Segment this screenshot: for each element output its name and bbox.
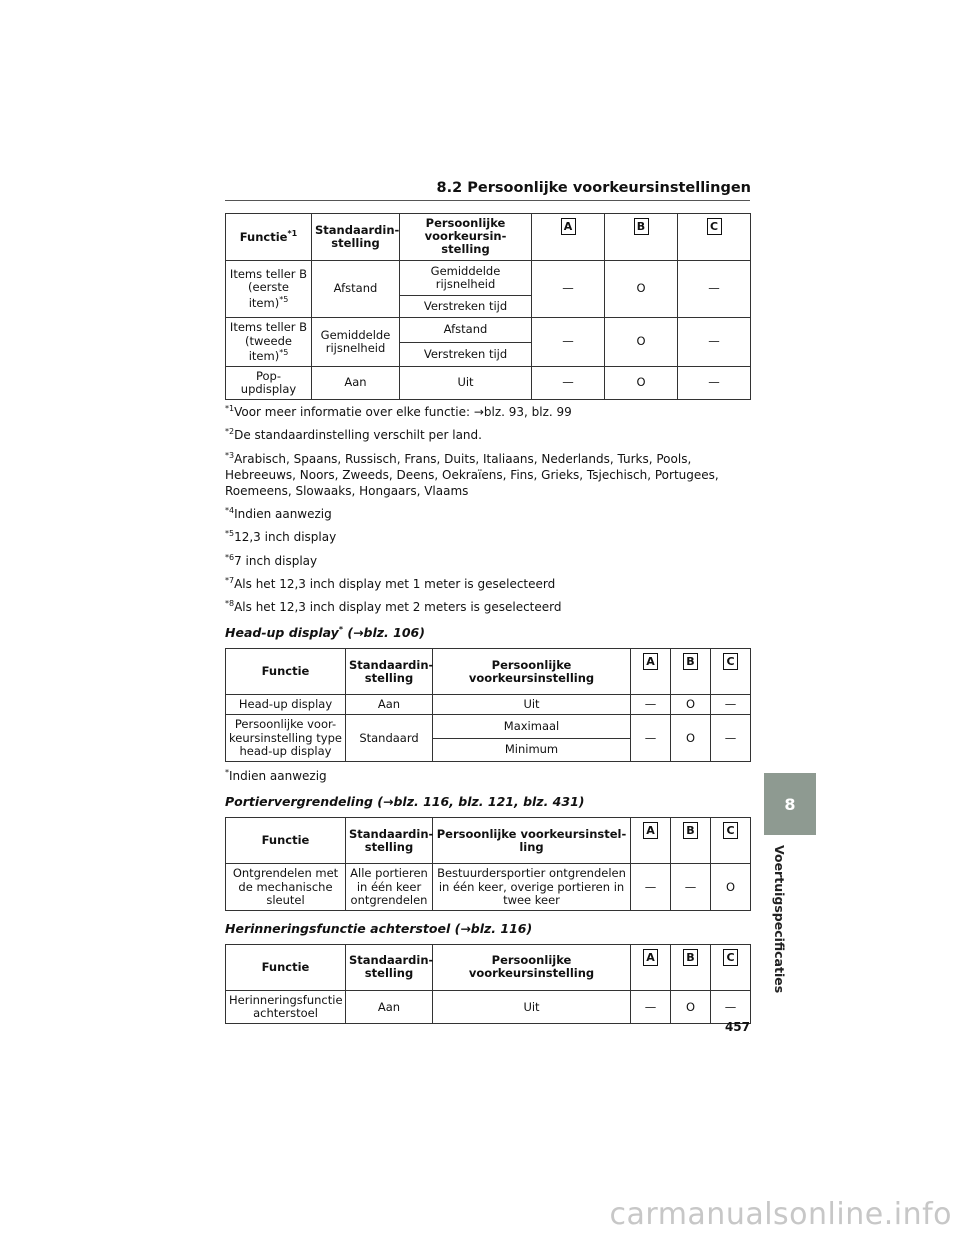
box-b-icon: B bbox=[634, 218, 649, 235]
column-header-c bbox=[711, 818, 751, 864]
cell-a: — bbox=[532, 260, 605, 318]
cell-option: Uit bbox=[433, 990, 631, 1023]
column-header-a bbox=[631, 944, 671, 990]
cell-default: Aan bbox=[312, 366, 400, 399]
footnote: $^{*7}$Als het 12,3 inch display met 1 meter is geselecteerd bbox=[225, 575, 556, 591]
column-header-function: Functie bbox=[226, 649, 346, 695]
cell-function: Ontgrendelen met de mechanische sleutel bbox=[226, 864, 346, 911]
cell-option: Verstreken tijd bbox=[400, 342, 532, 366]
box-b-icon: B bbox=[683, 822, 698, 839]
column-header-function: Functie bbox=[226, 944, 346, 990]
section-2-note: *Indien aanwezig bbox=[225, 768, 327, 784]
header-rule bbox=[225, 200, 750, 201]
column-header-default: Standaardin-stelling bbox=[312, 214, 400, 261]
cell-default: Afstand bbox=[312, 260, 400, 318]
table-row bbox=[226, 864, 751, 911]
cell-b: O bbox=[671, 695, 711, 715]
cell-option: Bestuurdersportier ontgrendelen in één keer, overige portieren in twee keer bbox=[433, 864, 631, 911]
column-header-default: Standaardin-stelling bbox=[346, 818, 433, 864]
page-header-title: 8.2 Persoonlijke voorkeursinstellingen bbox=[436, 180, 751, 196]
cell-option: Gemiddelde rijsnelheid bbox=[400, 260, 532, 295]
column-header-default: Standaardin-stelling bbox=[346, 649, 433, 695]
cell-default: Alle portieren in één keer ontgrendelen bbox=[346, 864, 433, 911]
footnotes bbox=[225, 404, 750, 615]
cell-b: O bbox=[605, 318, 678, 366]
page-number: 457 bbox=[724, 1020, 750, 1034]
section-title-rear-seat-reminder: Herinneringsfunctie achterstoel (→blz. 116) bbox=[225, 920, 533, 936]
cell-b: O bbox=[671, 990, 711, 1023]
footnote: $^{*3}$Arabisch, Spaans, Russisch, Frans, Duits, Italiaans, Nederlands, Turks, Pools, Hebreeuws, Noors, Zweeds, Deens, Oekraïens, Fins, Grieks, Tsjechisch, Portugees, Roemeens, Slowaaks, Hongaars, Vlaams bbox=[225, 450, 719, 498]
box-b-icon: B bbox=[683, 949, 698, 966]
column-header-function: Functie$^{*1}$ bbox=[226, 214, 312, 261]
column-header-personal: Persoonlijke voorkeursin-stelling bbox=[400, 214, 532, 261]
box-a-icon: A bbox=[561, 218, 576, 235]
cell-option: Maximaal bbox=[433, 715, 631, 738]
column-header-b bbox=[605, 214, 678, 261]
column-header-a bbox=[631, 649, 671, 695]
table-header-row bbox=[226, 818, 751, 864]
cell-c: — bbox=[678, 366, 751, 399]
cell-a: — bbox=[532, 366, 605, 399]
box-a-icon: A bbox=[643, 822, 658, 839]
cell-default: Standaard bbox=[346, 715, 433, 762]
column-header-default: Standaardin-stelling bbox=[346, 944, 433, 990]
footnote: $^{*1}$Voor meer informatie over elke functie: →blz. 93, blz. 99 bbox=[225, 404, 572, 420]
settings-table-1 bbox=[225, 213, 751, 400]
cell-option: Minimum bbox=[433, 738, 631, 761]
table-row bbox=[226, 260, 751, 295]
box-a-icon: A bbox=[643, 653, 658, 670]
table-header-row bbox=[226, 944, 751, 990]
settings-table-4 bbox=[225, 944, 751, 1024]
column-header-function: Functie bbox=[226, 818, 346, 864]
cell-function: Head-up display bbox=[226, 695, 346, 715]
chapter-label: Voertuigspecificaties bbox=[772, 845, 787, 994]
column-header-b bbox=[671, 818, 711, 864]
footnote: $^{*6}$7 inch display bbox=[225, 552, 318, 568]
column-header-personal: Persoonlijke voorkeursinstel-ling bbox=[433, 818, 631, 864]
footnote: $^{*2}$De standaardinstelling verschilt per land. bbox=[225, 427, 482, 443]
column-header-c bbox=[711, 649, 751, 695]
cell-a: — bbox=[631, 864, 671, 911]
cell-b: O bbox=[671, 715, 711, 762]
table-row bbox=[226, 318, 751, 342]
box-a-icon: A bbox=[643, 949, 658, 966]
settings-table-2 bbox=[225, 648, 751, 762]
section-title-door-locking: Portiervergrendeling (→blz. 116, blz. 121, blz. 431) bbox=[225, 794, 585, 810]
cell-b: O bbox=[605, 366, 678, 399]
watermark: carmanualsonline.info bbox=[609, 1197, 952, 1232]
footnote: $^{*4}$Indien aanwezig bbox=[225, 506, 332, 522]
table-header-row bbox=[226, 649, 751, 695]
cell-b: O bbox=[605, 260, 678, 318]
cell-a: — bbox=[631, 695, 671, 715]
column-header-c bbox=[711, 944, 751, 990]
column-header-a bbox=[631, 818, 671, 864]
cell-c: — bbox=[711, 695, 751, 715]
box-c-icon: C bbox=[723, 653, 738, 670]
cell-function: Herinneringsfunctie achterstoel bbox=[226, 990, 346, 1023]
footnote: $^{*5}$12,3 inch display bbox=[225, 529, 337, 545]
cell-option: Verstreken tijd bbox=[400, 296, 532, 318]
cell-c: — bbox=[678, 260, 751, 318]
table-row bbox=[226, 715, 751, 738]
cell-function: Pop-updisplay bbox=[226, 366, 312, 399]
box-c-icon: C bbox=[723, 822, 738, 839]
cell-c: — bbox=[711, 990, 751, 1023]
cell-b: — bbox=[671, 864, 711, 911]
chapter-tab[interactable]: 8 bbox=[764, 773, 816, 835]
table-row bbox=[226, 990, 751, 1023]
column-header-a bbox=[532, 214, 605, 261]
settings-table-3 bbox=[225, 817, 751, 911]
box-c-icon: C bbox=[723, 949, 738, 966]
footnote: $^{*8}$Als het 12,3 inch display met 2 meters is geselecteerd bbox=[225, 598, 562, 614]
column-header-personal: Persoonlijke voorkeursinstelling bbox=[433, 649, 631, 695]
cell-c: O bbox=[711, 864, 751, 911]
box-c-icon: C bbox=[707, 218, 722, 235]
cell-option: Afstand bbox=[400, 318, 532, 342]
column-header-personal: Persoonlijke voorkeursinstelling bbox=[433, 944, 631, 990]
section-title-head-up-display: Head-up display* (→blz. 106) bbox=[225, 625, 425, 641]
cell-function: Items teller B (eerste item)$^{*5}$ bbox=[226, 260, 312, 318]
cell-default: Gemiddelde rijsnelheid bbox=[312, 318, 400, 366]
cell-c: — bbox=[678, 318, 751, 366]
cell-c: — bbox=[711, 715, 751, 762]
cell-a: — bbox=[631, 990, 671, 1023]
table-row bbox=[226, 695, 751, 715]
cell-a: — bbox=[631, 715, 671, 762]
table-row bbox=[226, 366, 751, 399]
cell-option: Uit bbox=[400, 366, 532, 399]
cell-default: Aan bbox=[346, 990, 433, 1023]
cell-a: — bbox=[532, 318, 605, 366]
cell-default: Aan bbox=[346, 695, 433, 715]
cell-function: Persoonlijke voor-keursinstelling type head-up display bbox=[226, 715, 346, 762]
column-header-c bbox=[678, 214, 751, 261]
box-b-icon: B bbox=[683, 653, 698, 670]
column-header-b bbox=[671, 944, 711, 990]
page-content bbox=[225, 213, 750, 1024]
column-header-b bbox=[671, 649, 711, 695]
cell-function: Items teller B (tweede item)$^{*5}$ bbox=[226, 318, 312, 366]
table-header-row bbox=[226, 214, 751, 261]
cell-option: Uit bbox=[433, 695, 631, 715]
